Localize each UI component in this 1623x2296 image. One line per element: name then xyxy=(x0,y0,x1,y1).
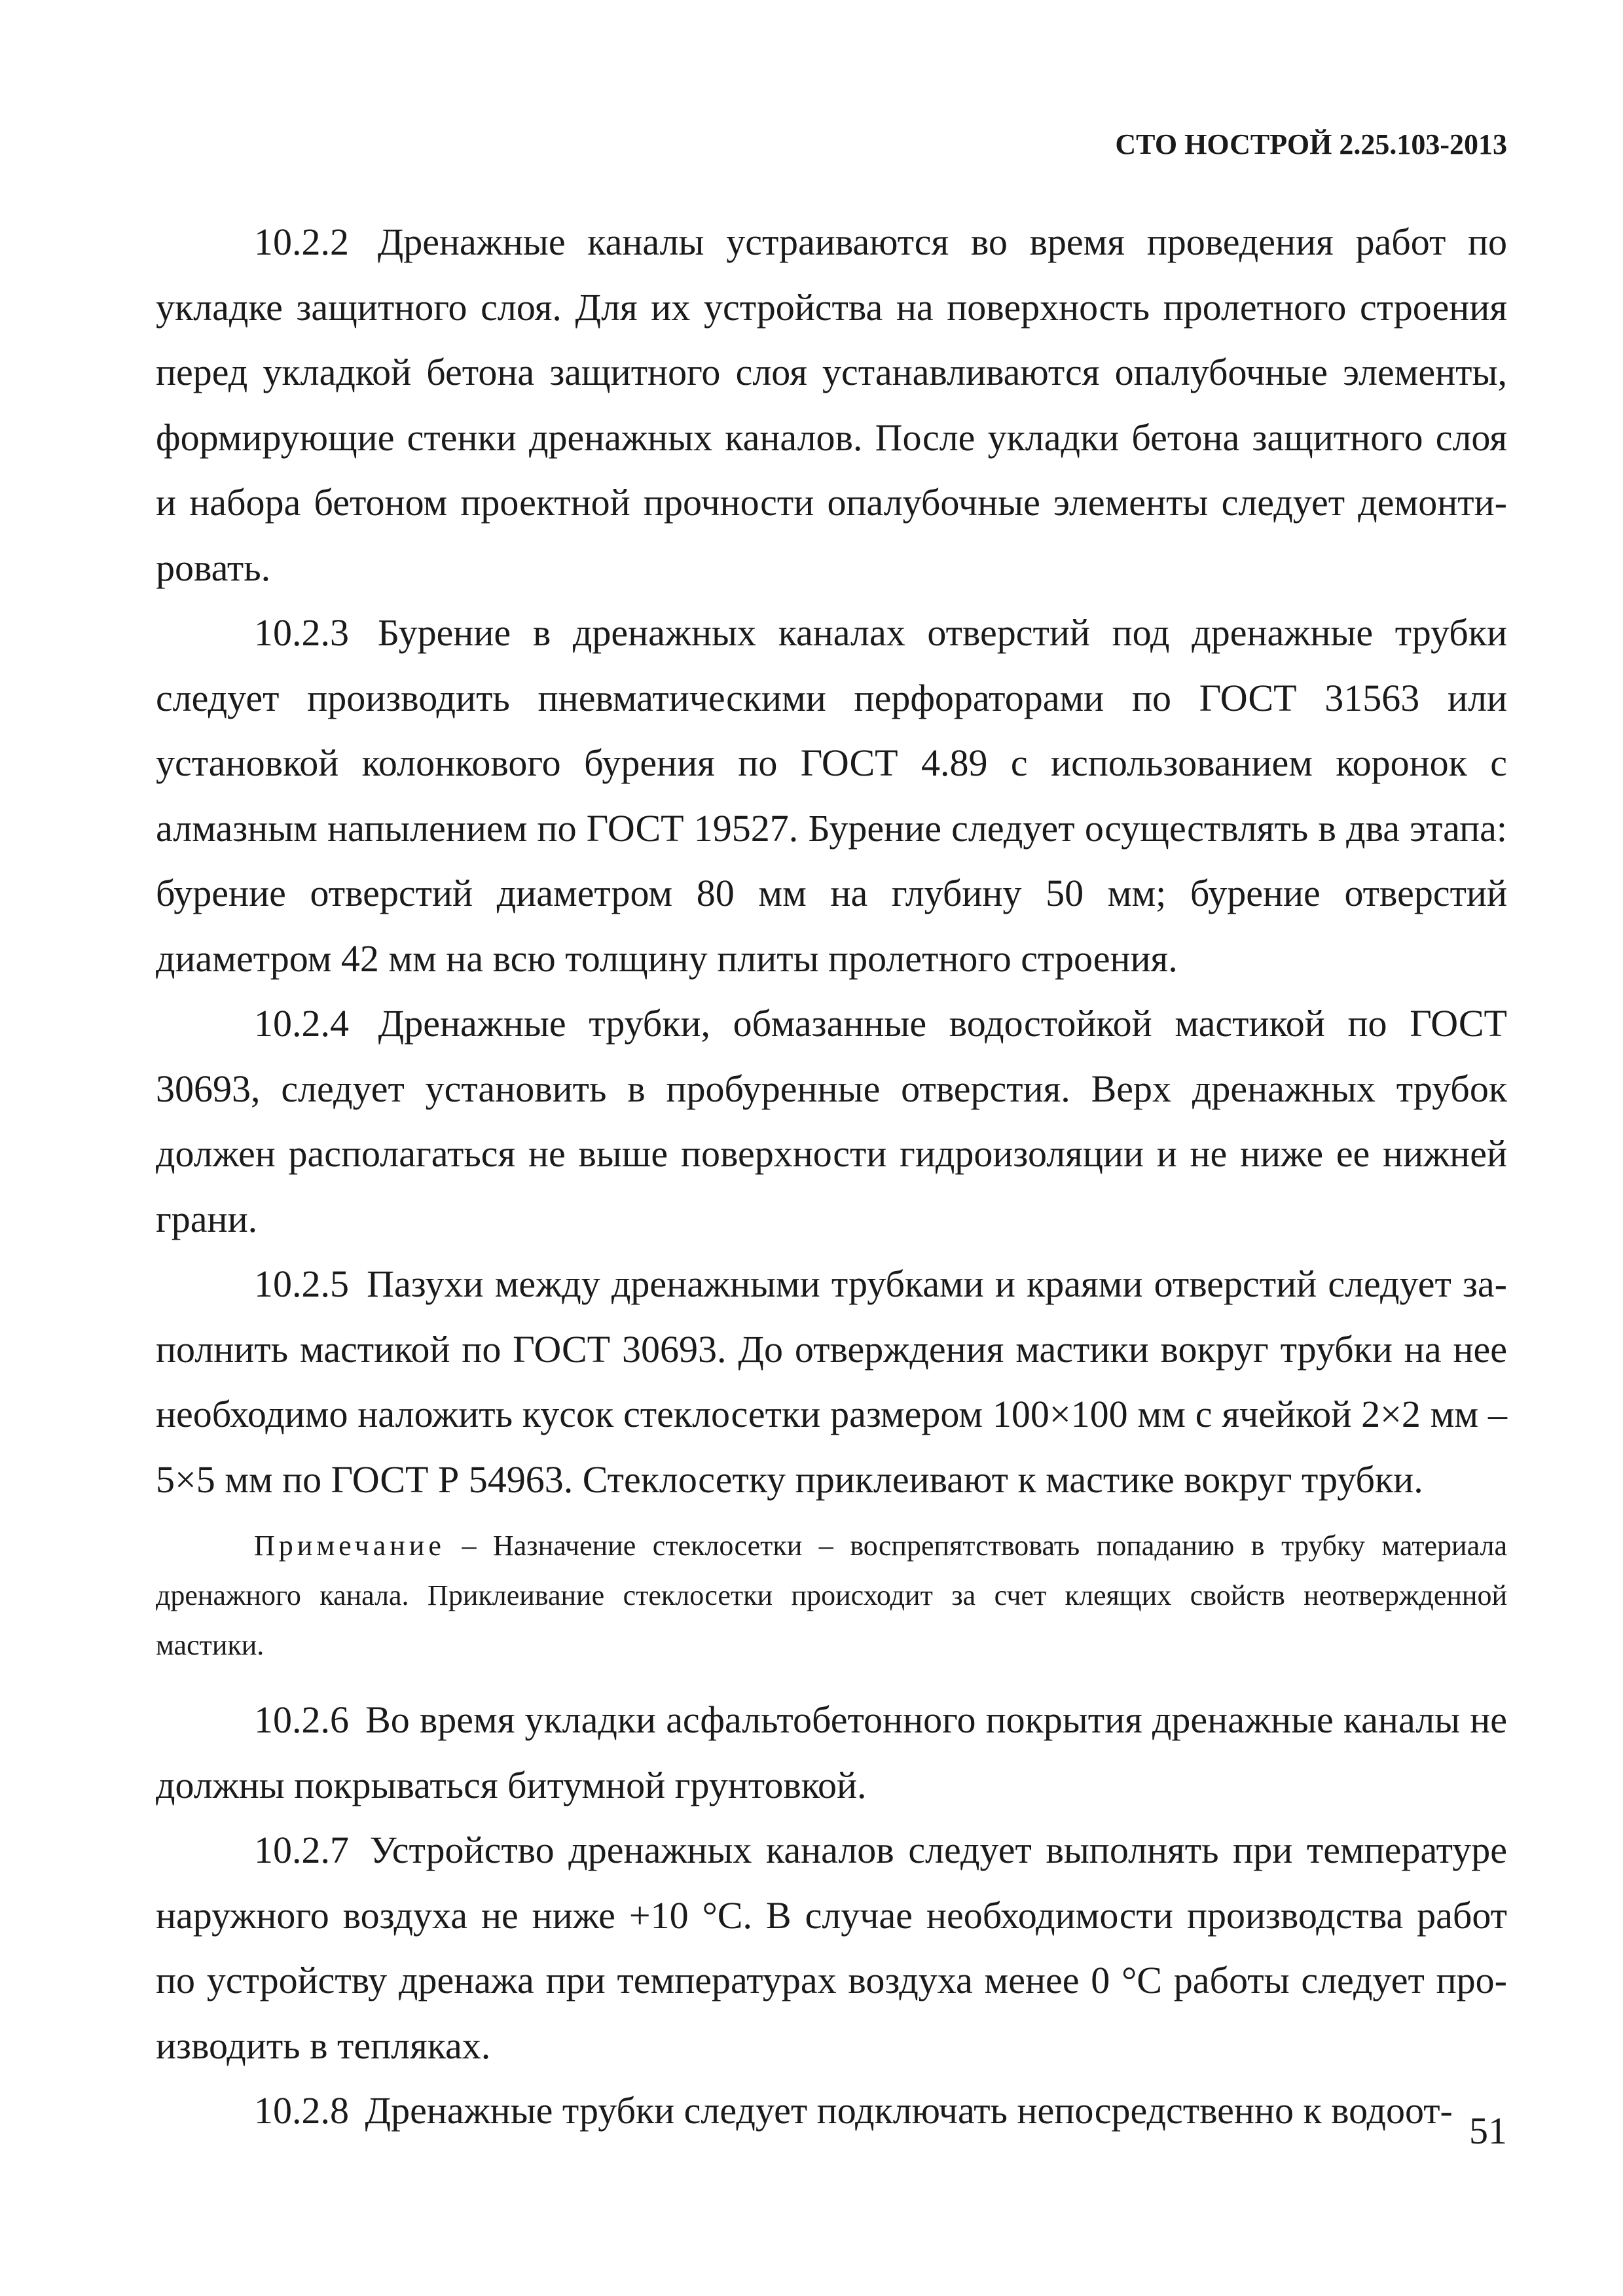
paragraph-number: 10.2.8 xyxy=(254,2089,349,2132)
paragraph-10-2-8 xyxy=(156,2078,1507,2144)
paragraph-10-2-5 xyxy=(156,1251,1507,1512)
paragraph-number: 10.2.7 xyxy=(254,1829,349,1871)
document-code-header: СТО НОСТРОЙ 2.25.103-2013 xyxy=(1115,128,1507,160)
paragraph-10-2-2 xyxy=(156,209,1507,600)
note-text: – Назначение стеклосетки – воспрепятствовать попаданию в трубку материала дренажного канала. Приклеивание стеклосетки происходит за счет клеящих свойств неотвержденной мастики. xyxy=(156,1530,1507,1661)
note xyxy=(156,1521,1507,1670)
page-number: 51 xyxy=(1469,2109,1507,2152)
paragraph-text: Во время укладки асфальтобетонного покрытия дренажные каналы не должны покрываться битумной грунтовкой. xyxy=(156,1698,1508,1806)
document-body xyxy=(156,209,1507,2144)
paragraph-10-2-4 xyxy=(156,991,1507,1251)
paragraph-text: Бурение в дренажных каналах отверстий под дренажные трубки следует производить пневматическими перфораторами по ГОСТ 31563 или установкой колонкового бурения по ГОСТ 4.89 с использованием коронок с алмазным напылением по ГОСТ 19527. Бурение следует осуществлять в два этапа: бурение отверстий диаметром 80 мм на глубину 50 мм; бурение отверстий диаметром 42 мм на всю толщину плиты пролетного строения. xyxy=(156,611,1508,980)
paragraph-10-2-3 xyxy=(156,600,1507,991)
paragraph-text: Пазухи между дренажными трубками и краями отверстий следует заполнить мастикой по ГОСТ 30693. До отверждения мастики вокруг трубки на нее необходимо наложить кусок стеклосетки размером 100×100 мм с ячейкой 2×2 мм – 5×5 мм по ГОСТ Р 54963. Стеклосетку приклеивают к мастике вокруг трубки. xyxy=(156,1263,1507,1501)
paragraph-text: Дренажные трубки, обмазанные водостойкой мастикой по ГОСТ 30693, следует установить в пробуренные отверстия. Верх дренажных трубок должен располагаться не выше поверхности гидроизоляции и не ниже ее нижней грани. xyxy=(156,1002,1507,1240)
paragraph-number: 10.2.2 xyxy=(254,221,349,263)
paragraph-number: 10.2.6 xyxy=(254,1698,349,1741)
note-label: Примечание xyxy=(254,1530,445,1562)
paragraph-number: 10.2.5 xyxy=(254,1263,349,1305)
paragraph-text: Дренажные каналы устраиваются во время проведения работ по укладке защитного слоя. Для их устройства на поверхность пролетного строения перед укладкой бетона защитного слоя устанавливаются опалубочные элементы, формирующие стенки дренажных каналов. После укладки бетона защитного слоя и набора бетоном проектной прочности опалубочные элементы следует демонтировать. xyxy=(156,221,1508,589)
paragraph-10-2-7 xyxy=(156,1818,1507,2078)
paragraph-text: Устройство дренажных каналов следует выполнять при температуре наружного воздуха не ниже +10 °С. В случае необходимости производства работ по устройству дренажа при температурах воздуха менее 0 °С работы следует производить в тепляках. xyxy=(156,1829,1508,2067)
paragraph-text: Дренажные трубки следует подключать непосредственно к водоот- xyxy=(365,2089,1453,2132)
paragraph-number: 10.2.3 xyxy=(254,611,349,654)
paragraph-number: 10.2.4 xyxy=(254,1002,349,1045)
paragraph-10-2-6 xyxy=(156,1687,1507,1818)
